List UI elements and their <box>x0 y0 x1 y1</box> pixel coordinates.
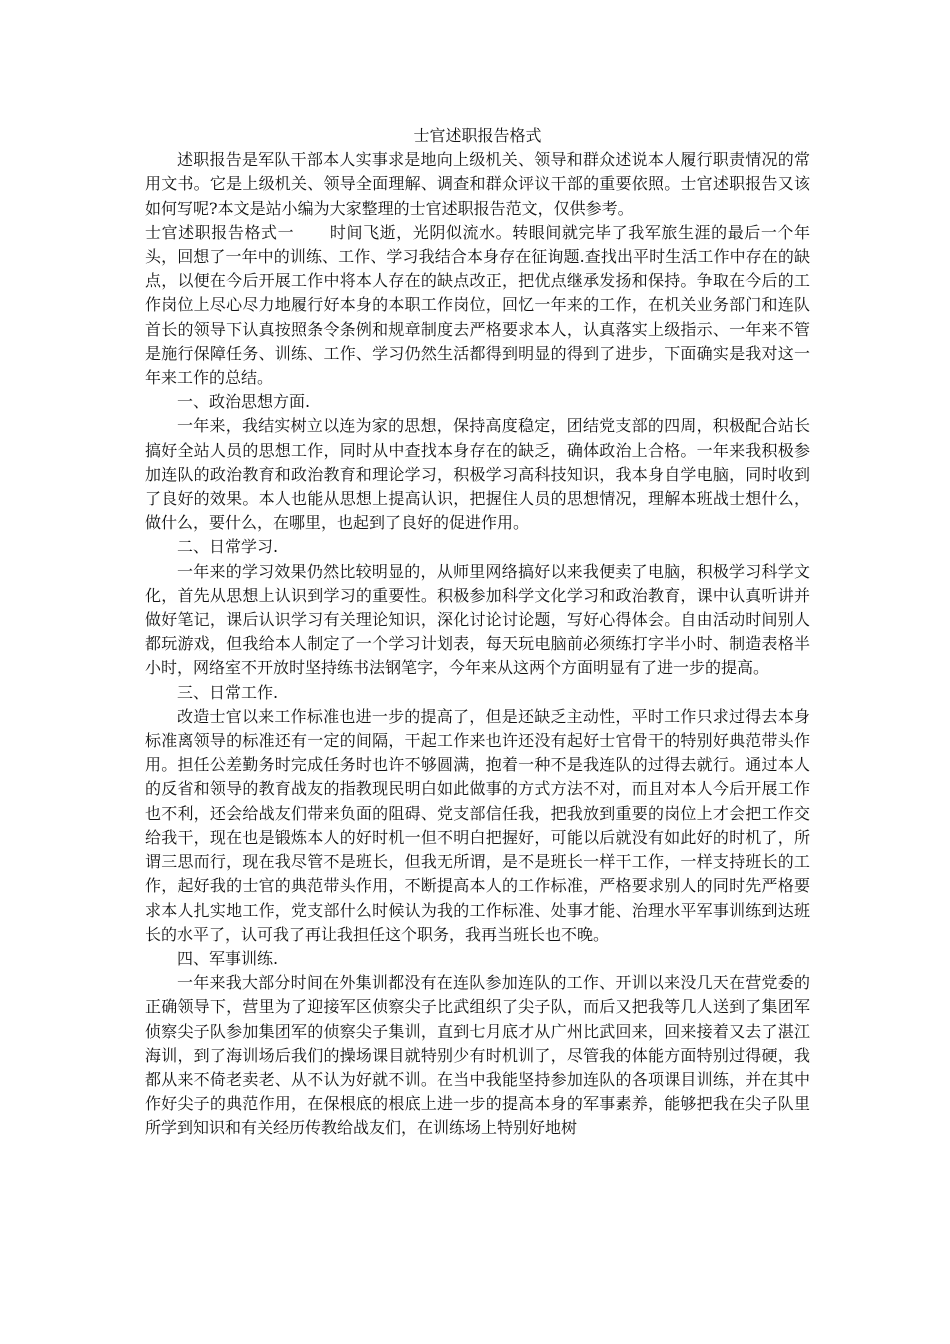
section-body-work: 改造士官以来工作标准也进一步的提高了，但是还缺乏主动性，平时工作只求过得去本身标准离领导的标准还有一定的间隔，干起工作来也许还没有起好士官骨干的特别好典范带头作用。担任公差勤务时完成任务时也许不够圆满，抱着一种不是我连队的过得去就行。通过本人的反省和领导的教育战友的指教现民明白如此做事的方式方法不对，而且对本人今后开展工作也不利，还会给战友们带来负面的阻碍、党支部信任我，把我放到重要的岗位上才会把工作交给我干，现在也是锻炼本人的好时机一但不明白把握好，可能以后就没有如此好的时机了，所谓三思而行，现在我尽管不是班长，但我无所谓，是不是班长一样干工作，一样支持班长的工作，起好我的士官的典范带头作用，不断提高本人的工作标准，严格要求别人的同时先严格要求本人扎实地工作，党支部什么时候认为我的工作标准、处事才能、治理水平军事训练到达班长的水平了，认可我了再让我担任这个职务，我再当班长也不晚。 <box>145 706 810 944</box>
document-title: 士官述职报告格式 <box>413 126 542 145</box>
section-heading-study: 二、日常学习. <box>177 537 279 557</box>
section-heading-politics: 一、政治思想方面. <box>177 392 311 412</box>
section-heading-training: 四、军事训练. <box>177 948 279 968</box>
section-body-study: 一年来的学习效果仍然比较明显的，从师里网络搞好以来我便卖了电脑，积极学习科学文化，首先从思想上认识到学习的重要性。积极参加科学文化学习和政治教育，课中认真听讲并做好笔记，课后认识学习有关理论知识，深化讨论讨论题，写好心得体会。自由活动时间别人都玩游戏，但我给本人制定了一个学习计划表，每天玩电脑前必须练打字半小时、制造表格半小时，网络室不开放时坚持练书法钢笔字，今年来从这两个方面明显有了进一步的提高。 <box>145 561 810 678</box>
section-body-training: 一年来我大部分时间在外集训都没有在连队参加连队的工作、开训以来没几天在营党委的正确领导下，营里为了迎接军区侦察尖子比武组织了尖子队，而后又把我等几人送到了集团军侦察尖子队参加集团军的侦察尖子集训，直到七月底才从广州比武回来，回来接着又去了湛江海训，到了海训场后我们的操场课目就特别少有时机训了，尽管我的体能方面特别过得硬，我都从来不倚老卖老、从不认为好就不训。在当中我能坚持参加连队的各项课目训练，并在其中作好尖子的典范作用，在保根底的根底上进一步的提高本身的军事素养，能够把我在尖子队里所学到知识和有关经历传教给战友们，在训练场上特别好地树 <box>145 973 810 1138</box>
opening-paragraph <box>145 221 810 390</box>
document-page <box>145 124 810 1141</box>
intro-paragraph: 述职报告是军队干部本人实事求是地向上级机关、领导和群众述说本人履行职责情况的常用文书。它是上级机关、领导全面理解、调查和群众评议干部的重要依照。士官述职报告又该如何写呢?本文是站小编为大家整理的士官述职报告范文，仅供参考。 <box>145 150 810 218</box>
opening-text: 时间飞逝，光阴似流水。转眼间就完毕了我军旅生涯的最后一个年头，回想了一年中的训练、工作、学习我结合本身存在征询题.查找出平时生活工作中存在的缺点，以便在今后开展工作中将本人存在的缺点改正，把优点继承发扬和保持。争取在今后的工作岗位上尽心尽力地履行好本身的本职工作岗位，回忆一年来的工作，在机关业务部门和连队首长的领导下认真按照条令条例和规章制度去严格要求本人，认真落实上级指示、一年来不管是施行保障任务、训练、工作、学习仍然生活都得到明显的得到了进步，下面确实是我对这一年来工作的总结。 <box>145 222 810 388</box>
section-heading-work: 三、日常工作. <box>177 682 279 702</box>
section-body-politics: 一年来，我结实树立以连为家的思想，保持高度稳定，团结党支部的四周，积极配合站长搞好全站人员的思想工作，同时从中查找本身存在的缺乏，确体政治上合格。一年来我积极参加连队的政治教育和政治教育和理论学习，积极学习高科技知识，我本身自学电脑，同时收到了良好的效果。本人也能从思想上提高认识，把握住人员的思想情况，理解本班战士想什么，做什么，要什么，在哪里，也起到了良好的促进作用。 <box>145 416 810 533</box>
section-label: 士官述职报告格式一 <box>145 222 295 242</box>
